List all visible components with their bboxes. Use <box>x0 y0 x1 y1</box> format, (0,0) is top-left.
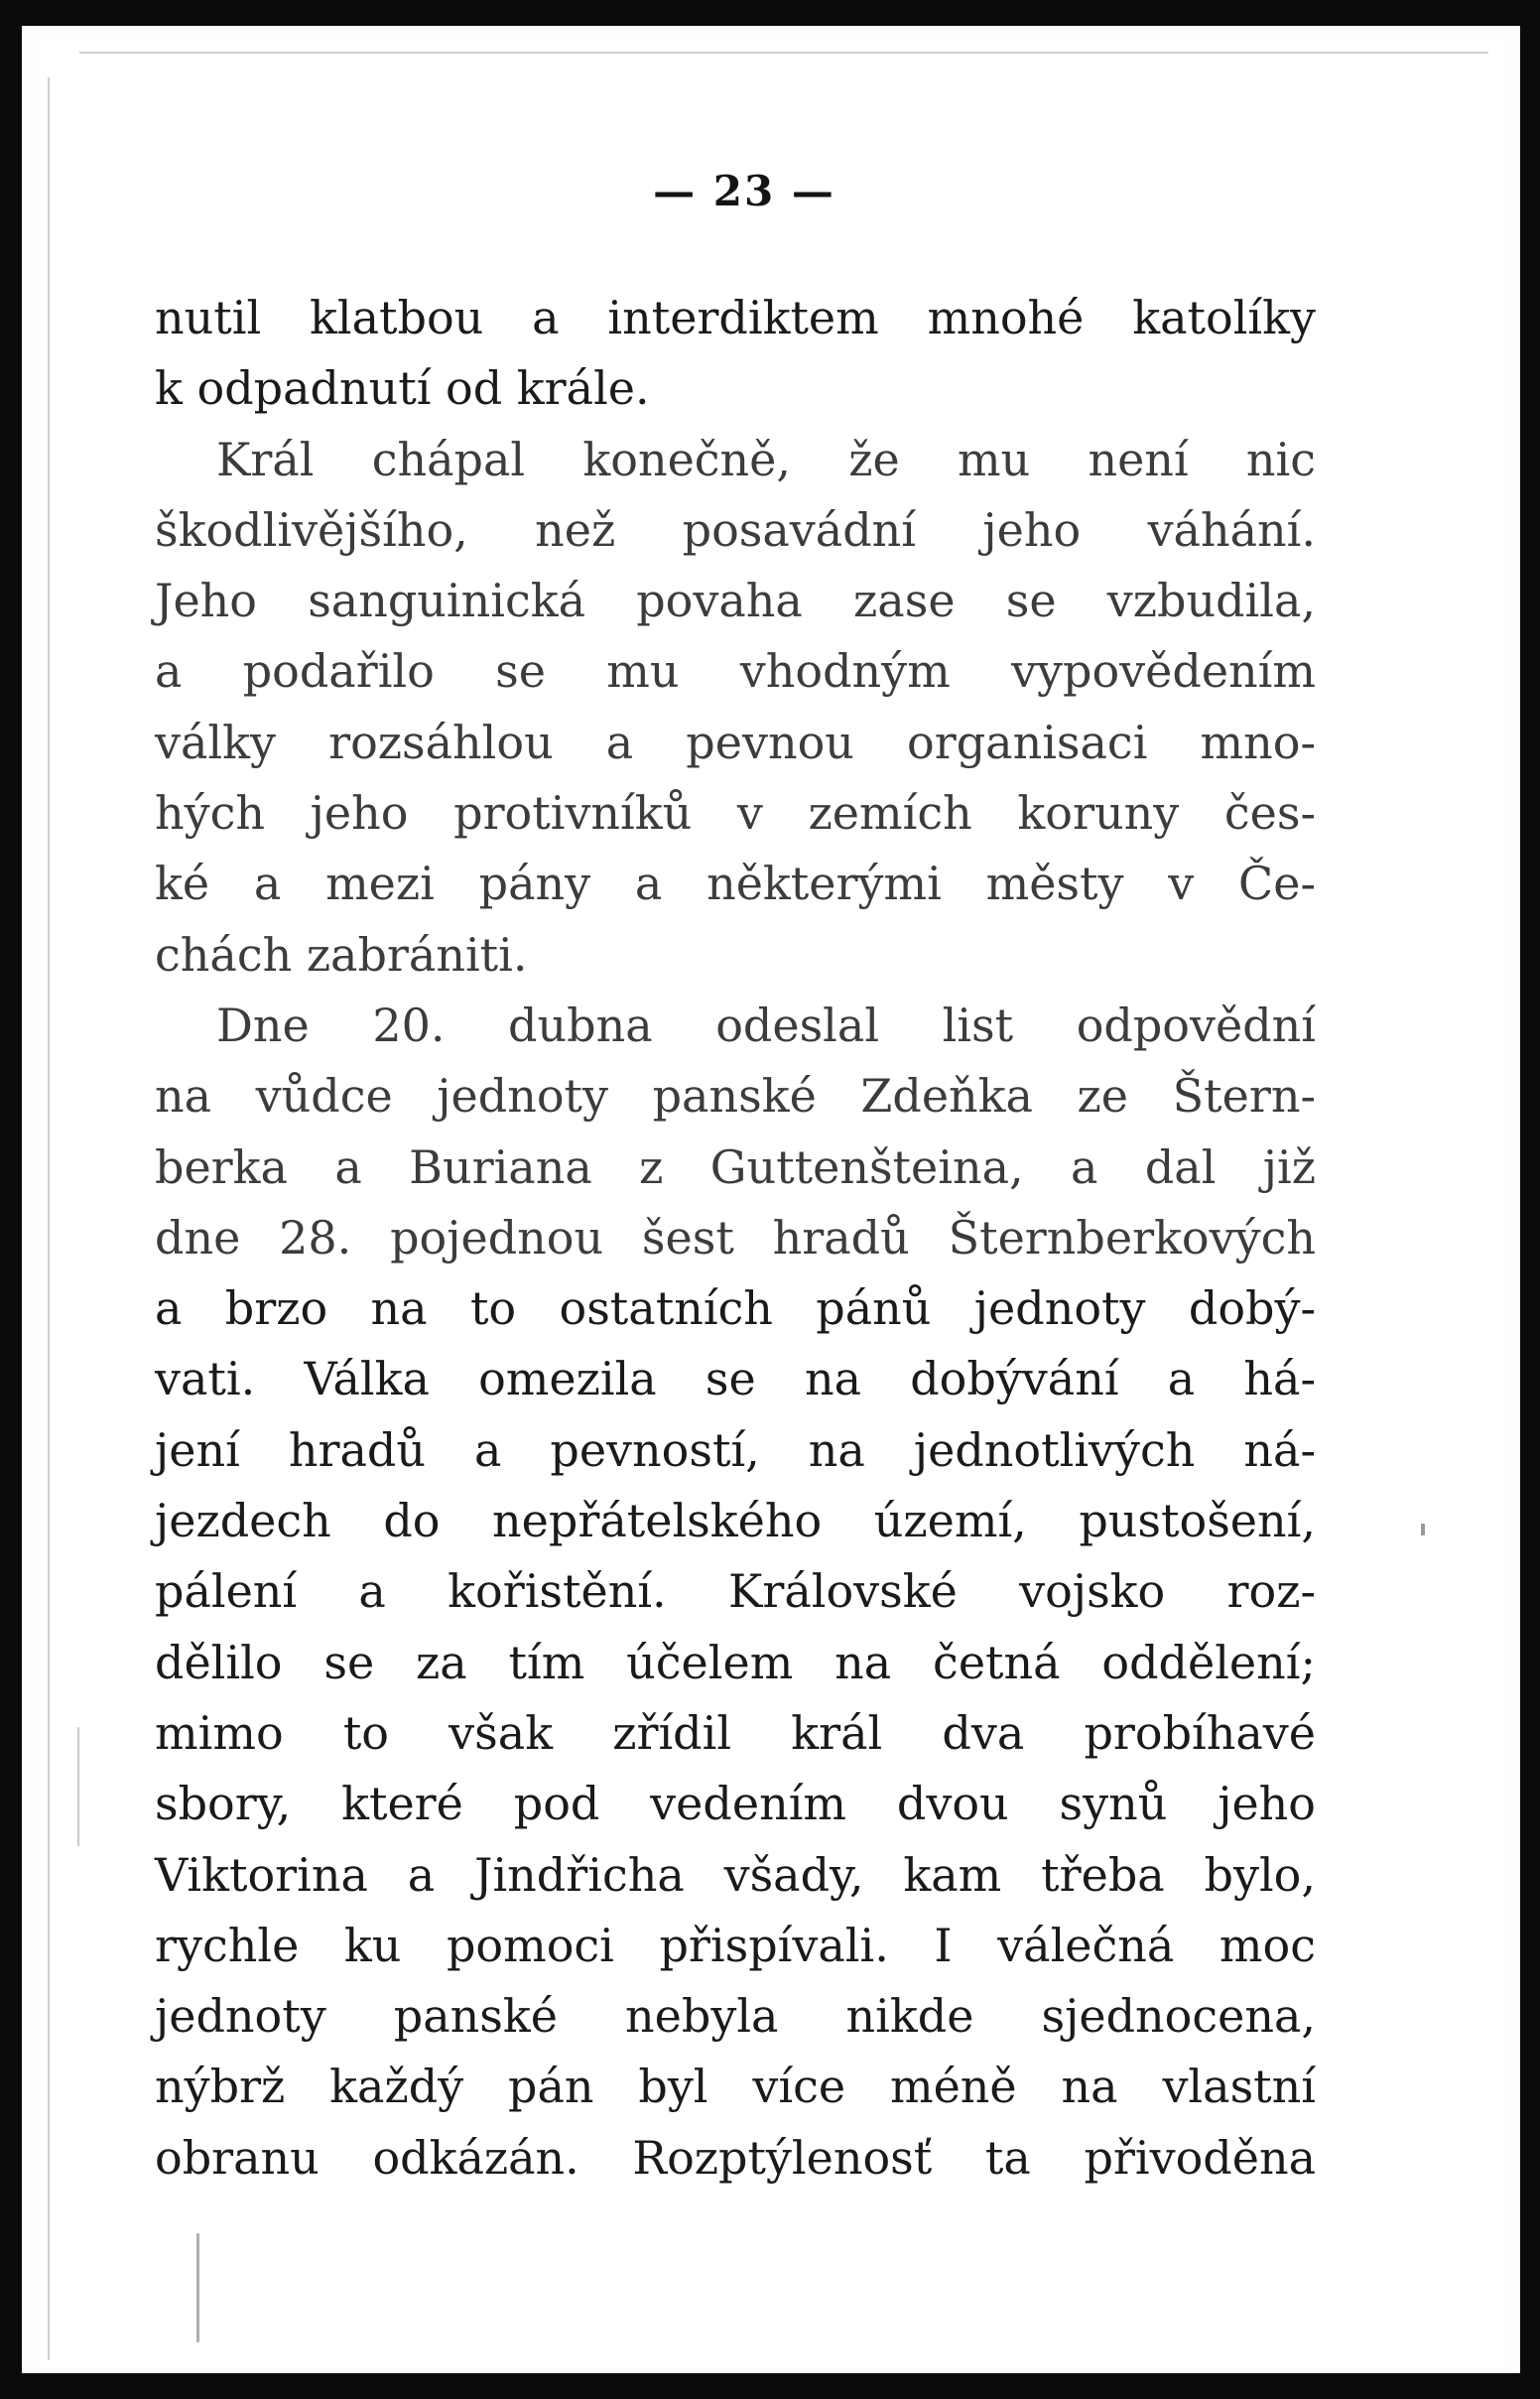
text-line: rychle ku pomoci přispívali. I válečná moc <box>155 1918 1316 1972</box>
text-line: mimo to však zřídil král dva probíhavé <box>155 1705 1316 1760</box>
text-line: dne 28. pojednou šest hradů Šternberkových <box>155 1210 1316 1265</box>
scan-speck <box>1421 1524 1425 1535</box>
text-line: nýbrž každý pán byl více méně na vlastní <box>155 2060 1316 2114</box>
text-line: ké a mezi pány a některými městy v Če- <box>155 857 1316 911</box>
text-line: k odpadnutí od krále. <box>155 361 650 416</box>
text-line: sbory, které pod vedením dvou synů jeho <box>155 1777 1316 1831</box>
text-line: Viktorina a Jindřicha všady, kam třeba bylo, <box>155 1847 1316 1902</box>
scan-scratch <box>196 2233 199 2342</box>
text-line: obranu odkázán. Rozptýlenosť ta přivoděna <box>155 2130 1316 2185</box>
text-line: vati. Válka omezila se na dobývání a há- <box>155 1352 1316 1406</box>
text-line: a podařilo se mu vhodným vypovědením <box>155 644 1316 699</box>
text-line: jení hradů a pevností, na jednotlivých ná- <box>155 1422 1316 1477</box>
text-line: nutil klatbou a interdiktem mnohé katolíky <box>155 291 1316 344</box>
text-line: jezdech do nepřátelského území, pustošení, <box>155 1494 1316 1548</box>
text-line: jednoty panské nebyla nikde sjednocena, <box>155 1989 1316 2044</box>
text-line: války rozsáhlou a pevnou organisaci mno- <box>155 715 1316 769</box>
text-line: hých jeho protivníků v zemích koruny čes- <box>155 786 1316 841</box>
text-line: na vůdce jednoty panské Zdeňka ze Štern- <box>155 1069 1316 1124</box>
text-line: Jeho sanguinická povaha zase se vzbudila, <box>155 574 1316 628</box>
page-edge-top <box>79 52 1488 54</box>
scan-scratch <box>77 1727 79 1846</box>
text-line: pálení a kořistění. Královské vojsko roz- <box>155 1564 1316 1619</box>
page-edge-left <box>48 77 50 2360</box>
text-line: dělilo se za tím účelem na četná oddělení; <box>155 1635 1316 1689</box>
body-text <box>155 283 1316 2194</box>
text-line: a brzo na to ostatních pánů jednoty dobý- <box>155 1281 1316 1336</box>
text-line: berka a Buriana z Guttenšteina, a dal již <box>155 1139 1316 1194</box>
text-line: škodlivějšího, než posavádní jeho váhání. <box>155 502 1316 557</box>
page-number: — 23 — <box>653 167 835 215</box>
text-line: Dne 20. dubna odeslal list odpovědní <box>216 998 1316 1052</box>
text-line: chách zabrániti. <box>155 927 528 982</box>
text-line: Král chápal konečně, že mu není nic <box>216 432 1316 486</box>
